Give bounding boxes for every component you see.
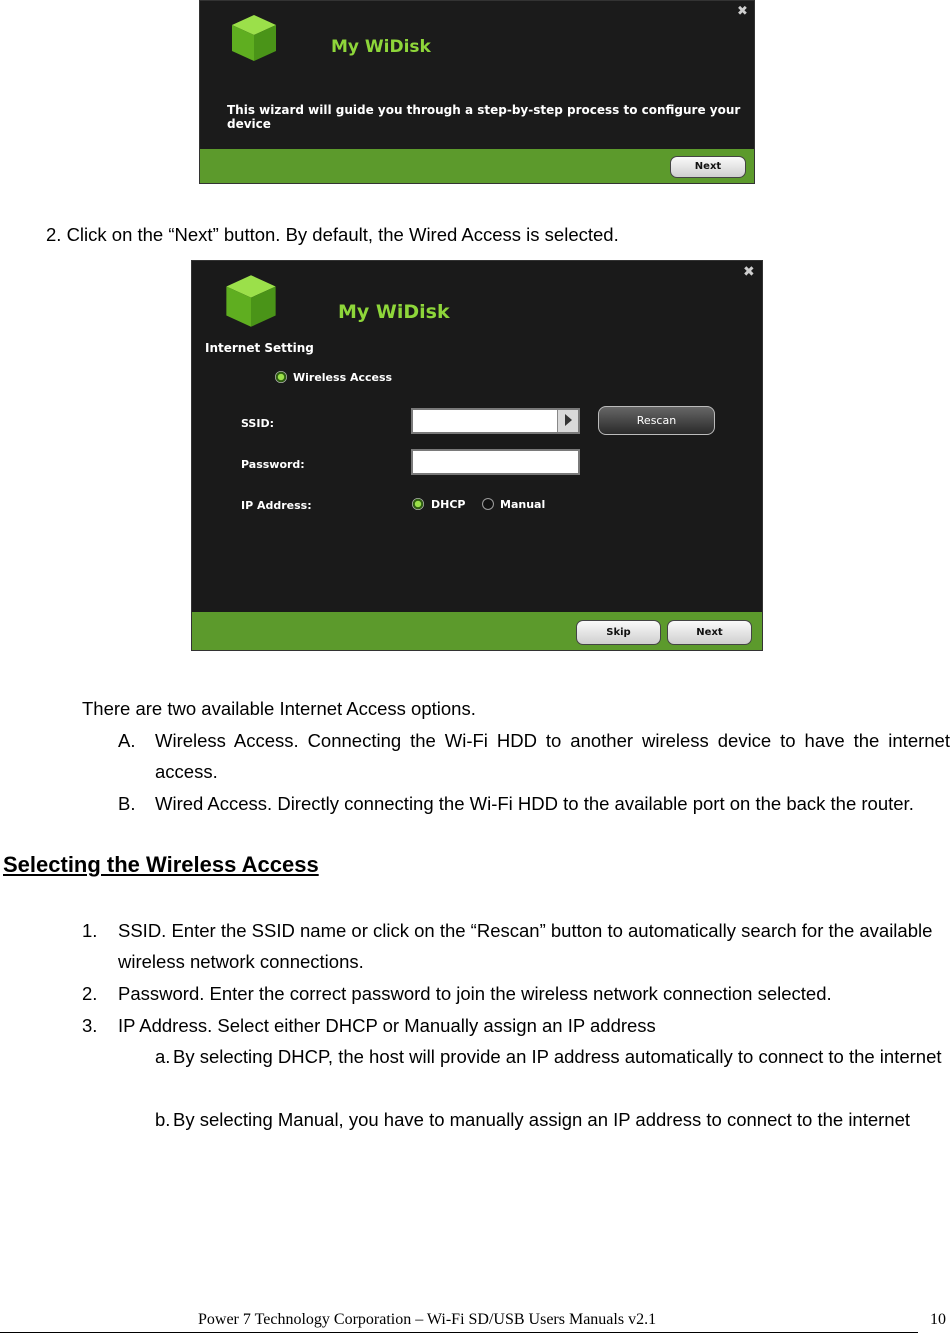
ip-address-label: IP Address:	[241, 499, 312, 512]
footer-rule	[0, 1332, 918, 1333]
step-2-marker: 2.	[82, 983, 98, 1004]
skip-button[interactable]: Skip	[576, 620, 661, 645]
step-3-text: IP Address. Select either DHCP or Manually assign an IP address	[118, 1015, 656, 1036]
step-1-marker: 1.	[82, 920, 98, 941]
dhcp-label: DHCP	[431, 498, 466, 511]
next-button[interactable]: Next	[670, 156, 746, 178]
rescan-button[interactable]: Rescan	[598, 406, 715, 435]
option-b-marker: B.	[118, 793, 136, 814]
option-a-text: Wireless Access. Connecting the Wi-Fi HDD to another wireless device to have the internet access.	[155, 730, 950, 782]
step-3-marker: 3.	[82, 1015, 98, 1036]
footer-text: Power 7 Technology Corporation – Wi-Fi SD/USB Users Manuals v2.1	[198, 1311, 657, 1328]
password-input[interactable]	[411, 449, 580, 475]
bottom-bar	[200, 149, 754, 183]
sub-step-a-text: By selecting DHCP, the host will provide an IP address automatically to connect to the internet	[173, 1046, 942, 1067]
ssid-input[interactable]	[411, 408, 580, 434]
welcome-wizard-screenshot	[199, 0, 755, 184]
ssid-label: SSID:	[241, 417, 274, 430]
widisk-logo-icon	[230, 13, 278, 63]
wireless-access-radio[interactable]	[275, 371, 287, 383]
wizard-message: This wizard will guide you through a step-by-step process to configure your device	[227, 103, 741, 131]
page-number: 10	[930, 1311, 946, 1328]
option-b-text: Wired Access. Directly connecting the Wi-Fi HDD to the available port on the back the router.	[155, 793, 914, 814]
widisk-logo-icon	[224, 273, 278, 329]
close-icon[interactable]: ✖	[737, 4, 748, 19]
next-button[interactable]: Next	[667, 620, 752, 645]
app-title: My WiDisk	[338, 301, 450, 323]
sub-step-a-marker: a.	[155, 1046, 171, 1067]
password-label: Password:	[241, 458, 305, 471]
section-heading: Selecting the Wireless Access	[3, 852, 319, 877]
sub-step-b-marker: b.	[155, 1109, 171, 1130]
step-2-text: Password. Enter the correct password to join the wireless network connection selected.	[118, 983, 832, 1004]
manual-radio[interactable]	[482, 498, 494, 510]
wireless-access-label: Wireless Access	[293, 371, 393, 384]
bottom-bar	[192, 612, 762, 650]
step-2-instruction: 2. Click on the “Next” button. By default, the Wired Access is selected.	[46, 224, 619, 245]
ssid-dropdown-arrow-icon[interactable]	[557, 410, 578, 432]
close-icon[interactable]: ✖	[743, 264, 755, 280]
app-title: My WiDisk	[331, 37, 431, 57]
options-intro: There are two available Internet Access options.	[82, 698, 476, 719]
section-label: Internet Setting	[205, 341, 314, 355]
internet-setting-screenshot	[191, 260, 763, 651]
sub-step-b-text: By selecting Manual, you have to manually assign an IP address to connect to the internet	[173, 1109, 911, 1130]
dhcp-radio[interactable]	[412, 498, 424, 510]
manual-label: Manual	[500, 498, 546, 511]
option-a-marker: A.	[118, 730, 136, 751]
step-1-text: SSID. Enter the SSID name or click on the “Rescan” button to automatically search for the available wireless network connections.	[118, 920, 933, 972]
